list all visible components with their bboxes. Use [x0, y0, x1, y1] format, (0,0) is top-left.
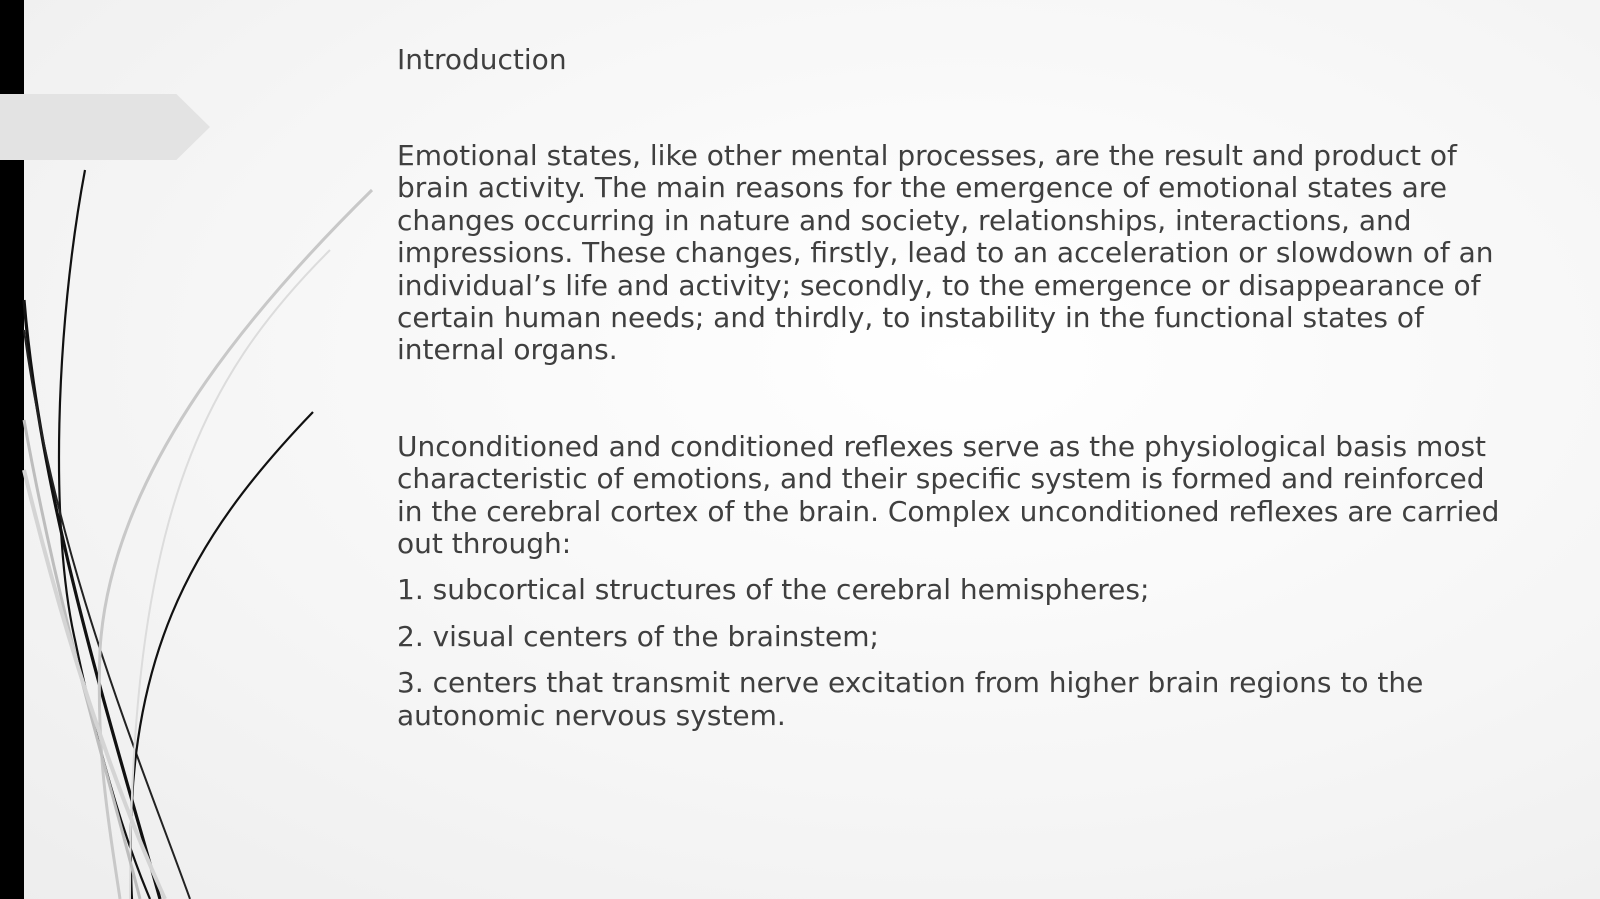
list-item: 1. subcortical structures of the cerebral hemispheres; — [397, 573, 1150, 607]
list-item: 3. centers that transmit nerve excitation from higher brain regions to the autonomic nervous system. — [397, 666, 1424, 732]
paragraph-reflexes: Unconditioned and conditioned reflexes serve as the physiological basis most characteristic of emotions, and their specific system is formed and reinforced in the cerebral cortex of the brain. Complex unconditioned reflexes are carried out through: — [397, 429, 1500, 561]
decorative-curves — [0, 0, 400, 899]
reflex-centers-list — [397, 574, 1507, 732]
paragraph-emotional-states: Emotional states, like other mental processes, are the result and product of brain activity. The main reasons for the emergence of emotional states are changes occurring in nature and society, relationships, interactions, and impressions. These changes, firstly, lead to an acceleration or slowdown of an individual’s life and activity; secondly, to the emergence or disappearance of certain human needs; and thirdly, to instability in the functional states of internal organs. — [397, 139, 1494, 367]
slide-content — [397, 40, 1507, 746]
list-item: 2. visual centers of the brainstem; — [397, 619, 879, 653]
slide-title: Introduction — [397, 43, 567, 76]
